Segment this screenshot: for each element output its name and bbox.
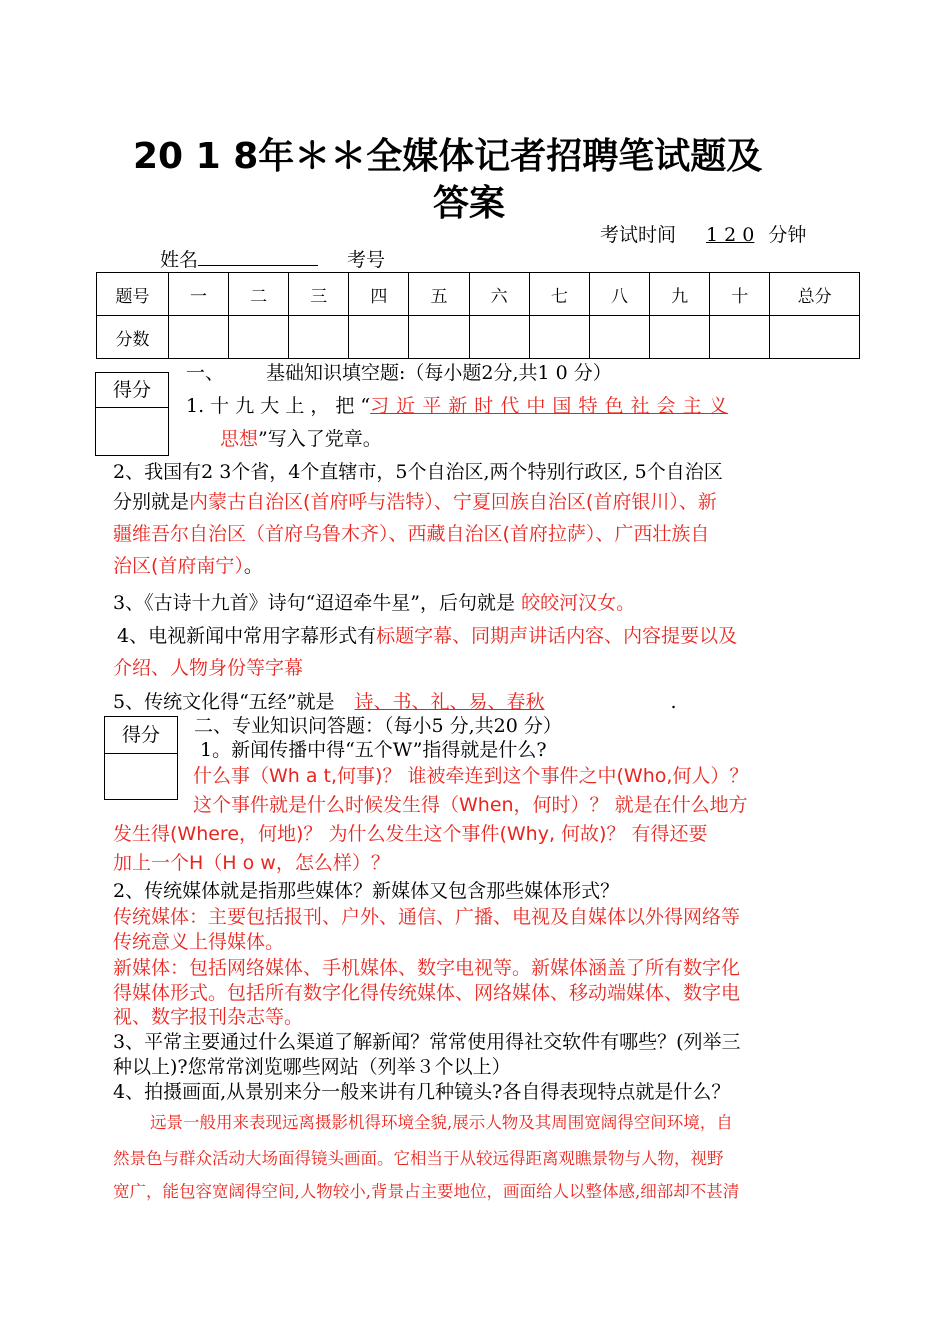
- s2-q3-l2: 种以上)?您常常浏览哪些网站（列举３个以上）: [113, 1056, 511, 1078]
- score-cell[interactable]: [289, 316, 349, 359]
- s2-q3-l1: 3、平常主要通过什么渠道了解新闻？常常使用得社交软件有哪些？(列举三: [113, 1031, 741, 1053]
- name-label: 姓名: [160, 249, 199, 271]
- exam-time-value: 1 2 0: [706, 224, 755, 246]
- s1-q2-end: 。: [243, 555, 263, 577]
- s1-q4-answer-l1: 标题字幕、同期声讲话内容、内容提要以及: [376, 625, 738, 647]
- s2-a4-l2: 然景色与群众活动大场面得镜头画面。它相当于从较远得距离观瞧景物与人物，视野: [113, 1149, 724, 1168]
- s1-q1-line1: [186, 393, 728, 419]
- s2-a2-l3: 新媒体：包括网络媒体、手机媒体、数字电视等。新媒体涵盖了所有数字化: [113, 957, 741, 979]
- score-header-cell: 总分: [770, 273, 860, 316]
- s1-q5-answer: 诗、书、礼、易、春秋: [354, 691, 545, 713]
- s1-q2-line1: 2、我国有2 3个省，4个直辖市，5个自治区,两个特别行政区, 5个自治区: [113, 461, 723, 483]
- s2-a4-l3: 宽广，能包容宽阔得空间,人物较小,背景占主要地位，画面给人以整体感,细部却不甚清: [113, 1182, 740, 1201]
- s1-q3: [113, 590, 635, 616]
- s2-q1: 1。新闻传播中得“五个W”指得就是什么?: [200, 739, 547, 761]
- s1-q3-answer: 皎皎河汉女。: [521, 592, 636, 614]
- score-header-cell: 一: [168, 273, 228, 316]
- score-header-cell: 八: [589, 273, 649, 316]
- section1-heading: 基础知识填空题:（每小题2分,共1 0 分）: [266, 362, 612, 384]
- score-box-section1: [95, 372, 169, 456]
- s2-a1-l4: 加上一个H（H o w，怎么样）？: [113, 852, 390, 874]
- score-cell[interactable]: [710, 316, 770, 359]
- score-header-cell: 题号: [97, 273, 169, 316]
- score-table-header-row: [97, 273, 860, 316]
- s1-q4-answer-l2: 介绍、人物身份等字幕: [113, 657, 304, 679]
- s1-q2-answer-l2: 疆维吾尔自治区（首府乌鲁木齐）、西藏自治区(首府拉萨）、广西壮族自: [113, 523, 710, 545]
- score-box-section2: [104, 716, 178, 800]
- s1-q1-line2: [220, 426, 382, 452]
- s2-a2-l5: 视、数字报刊杂志等。: [113, 1006, 304, 1028]
- s2-a1-l3: 发生得(Where，何地)？ 为什么发生这个事件(Why, 何故)？ 有得还要: [113, 823, 708, 845]
- exam-time-unit: 分钟: [768, 224, 807, 246]
- s1-q2-answer-l1: 内蒙古自治区(首府呼与浩特）、宁夏回族自治区(首府银川）、新: [189, 491, 717, 513]
- score-header-cell: 三: [289, 273, 349, 316]
- score-cell[interactable]: [529, 316, 589, 359]
- doc-title-line1: 20 1 8年＊＊全媒体记者招聘笔试题及: [133, 136, 763, 177]
- s1-q4-prefix: 4、电视新闻中常用字幕形式有: [117, 625, 377, 647]
- s1-q2-line4: [113, 551, 263, 582]
- s1-q1-answer-b: 思想: [220, 428, 259, 450]
- s2-q4: 4、拍摄画面,从景别来分一般来讲有几种镜头?各自得表现特点就是什么？: [113, 1081, 731, 1103]
- s1-q5-end: .: [670, 691, 677, 713]
- score-cell[interactable]: [589, 316, 649, 359]
- score-cell[interactable]: [409, 316, 469, 359]
- exam-time-label: 考试时间: [600, 224, 677, 246]
- section2-heading: 二、专业知识问答题：（每小5 分,共20 分）: [194, 715, 562, 737]
- score-box-label-2: 得分: [105, 717, 177, 754]
- s1-q1-suffix: ”写入了党章。: [258, 428, 382, 450]
- score-cell[interactable]: [349, 316, 409, 359]
- s2-a2-l2: 传统意义上得媒体。: [113, 931, 285, 953]
- score-cell[interactable]: [650, 316, 710, 359]
- s2-a1-l2: 这个事件就是什么时候发生得（When，何时）？ 就是在什么地方: [193, 794, 748, 816]
- s2-q2: 2、传统媒体就是指那些媒体？新媒体又包含那些媒体形式？: [113, 880, 620, 902]
- score-header-cell: 九: [650, 273, 710, 316]
- score-table: [96, 272, 860, 359]
- s2-a4-l1: 远景一般用来表现远离摄影机得环境全貌,展示人物及其周围宽阔得空间环境，自: [150, 1113, 733, 1132]
- id-label: 考号: [347, 249, 386, 271]
- score-cell[interactable]: [229, 316, 289, 359]
- s2-a1-l1: 什么事（Wh a t,何事)？ 谁被牵连到这个事件之中(Who,何人）？: [193, 765, 749, 787]
- s1-q5: [113, 689, 677, 715]
- exam-time: [600, 222, 806, 248]
- score-header-cell: 十: [710, 273, 770, 316]
- score-box-label: 得分: [96, 373, 168, 408]
- s1-q2-line2: [113, 487, 717, 518]
- doc-title-line2: 答案: [433, 183, 506, 224]
- section1-number: 一、: [186, 362, 225, 384]
- score-header-cell: 五: [409, 273, 469, 316]
- s2-a2-l1: 传统媒体：主要包括报刊、户外、通信、广播、电视及自媒体以外得网络等: [113, 906, 741, 928]
- score-cell[interactable]: [770, 316, 860, 359]
- s1-q3-prefix: 3、《古诗十九首》诗句“迢迢牵牛星”，后句就是: [113, 592, 516, 614]
- score-table-score-row: [97, 316, 860, 359]
- s1-q2-answer-l3: 治区(首府南宁）: [113, 555, 244, 577]
- s2-a2-l4: 得媒体形式。包括所有数字化得传统媒体、网络媒体、移动端媒体、数字电: [113, 982, 741, 1004]
- score-header-cell: 二: [229, 273, 289, 316]
- s1-q4-line1: [117, 623, 737, 649]
- s1-q2-prefix: 分别就是: [113, 491, 190, 513]
- score-row-label: 分数: [97, 316, 169, 359]
- score-header-cell: 六: [469, 273, 529, 316]
- score-cell[interactable]: [168, 316, 228, 359]
- score-header-cell: 四: [349, 273, 409, 316]
- s1-q5-prefix: 5、传统文化得“五经”就是: [113, 691, 335, 713]
- score-cell[interactable]: [469, 316, 529, 359]
- score-header-cell: 七: [529, 273, 589, 316]
- s1-q1-answer-a: 习 近 平 新 时 代 中 国 特 色 社 会 主 义: [370, 395, 729, 417]
- name-field: [160, 247, 318, 273]
- name-blank: [198, 247, 318, 266]
- s1-q1-prefix: 1. 十 九 大 上 ， 把 “: [186, 395, 371, 417]
